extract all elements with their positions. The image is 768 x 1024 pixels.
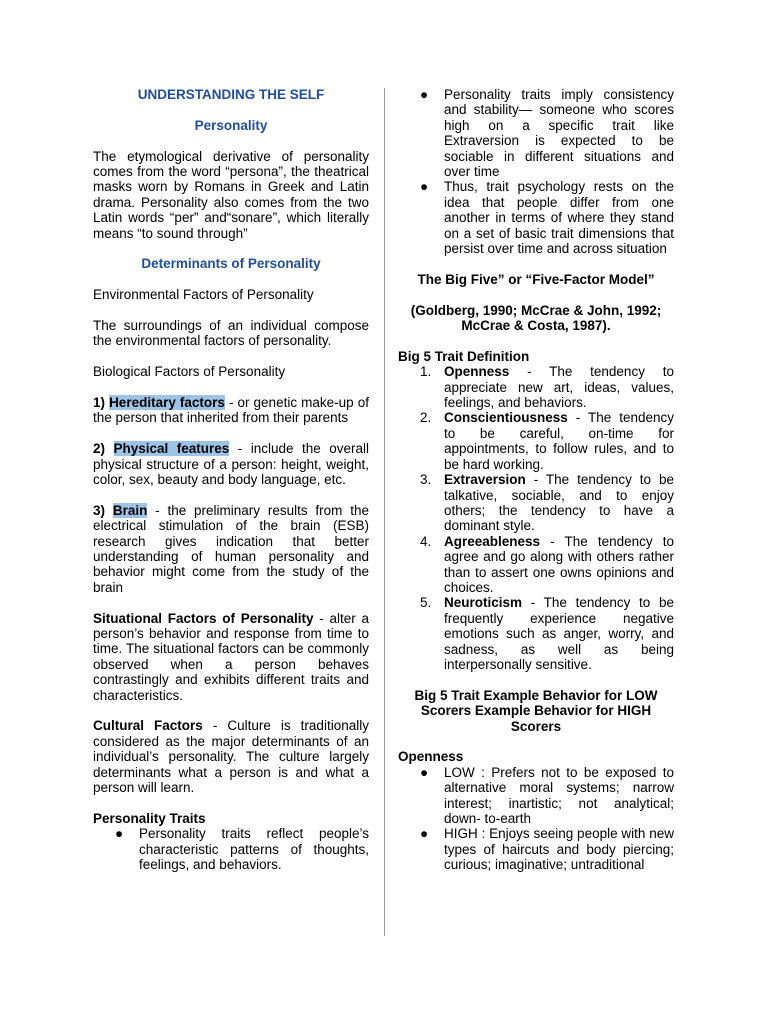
section-title-determinants: Determinants of Personality (141, 256, 321, 272)
openness-heading: Openness (398, 749, 464, 765)
trait-bullets-list (398, 87, 674, 256)
env-factors-heading: Environmental Factors of Personality (93, 287, 314, 303)
openness-examples-list (398, 765, 674, 873)
big-five-citation: (Goldberg, 1990; McCrae & John, 1992; McCrae & Costa, 1987). (410, 302, 662, 334)
trait-definition-list (398, 364, 674, 672)
trait-text: - The tendency to agree and go along with others rather than to assert one owns opinions and choices. (444, 533, 674, 595)
list-item (398, 410, 674, 472)
situational-text: - alter a person’s behavior and response from time to time. The situational factors can be commonly observed when a person behaves contrastingly and exhibits different traits and characteristics. (93, 610, 369, 703)
example-behavior-title: Big 5 Trait Example Behavior for LOW Scorers Example Behavior for HIGH Scorers (414, 687, 658, 734)
situational-term: Situational Factors of Personality (93, 610, 314, 626)
list-item (398, 472, 674, 534)
list-item-text: Personality traits imply consistency and stability— someone who scores high on a specific trait like Extraversion is expected to be sociable in different situations and over time (444, 87, 674, 180)
trait-text: - The tendency to be frequently experience negative emotions such as anger, worry, and sadness, as well as being interpersonally sensitive. (444, 595, 674, 672)
list-item-number: 3. (420, 472, 432, 488)
list-item (398, 179, 674, 256)
bio-factor-number: 2) (93, 441, 106, 457)
trait-definition-heading: Big 5 Trait Definition (398, 348, 530, 364)
bio-factor-number: 1) (93, 395, 106, 411)
left-column (93, 87, 369, 873)
trait-term: Agreeableness (444, 533, 541, 549)
trait-text: - The tendency to be talkative, sociable, and to enjoy others; the tendency to have a dominant style. (444, 472, 674, 534)
bio-factor-text: - the preliminary results from the electrical stimulation of the brain (ESB) research gives indication that better understanding of human personality and behavior might come from the study of the brain (93, 502, 369, 595)
trait-term: Extraversion (444, 472, 526, 488)
personality-traits-heading: Personality Traits (93, 810, 206, 826)
bullet-icon: ● (115, 826, 124, 842)
bullet-icon: ● (420, 764, 429, 780)
trait-term: Conscientiousness (444, 410, 568, 426)
list-item (398, 765, 674, 827)
list-item (398, 364, 674, 410)
list-item (398, 826, 674, 872)
highlighted-term: Brain (112, 502, 148, 518)
trait-text: - The tendency to be careful, on-time for appointments, to follow rules, and to be hard working. (444, 410, 674, 472)
cultural-factors-paragraph (93, 718, 369, 795)
section-title-personality: Personality (194, 117, 268, 133)
trait-term: Openness (444, 364, 510, 380)
bio-factor-text: - or genetic make-up of the person that inherited from their parents (93, 395, 369, 426)
document-title: UNDERSTANDING THE SELF (137, 87, 325, 102)
list-item (93, 826, 369, 872)
etymology-paragraph: The etymological derivative of personality comes from the word “persona”, the theatrical masks worn by Romans in Greek and Latin drama. Personality also comes from the two Latin words “per” and“sonare”, which literally means “to sound through” (93, 148, 369, 241)
cultural-text: - Culture is traditionally considered as the major determinants of an individual’s personality. The culture largely determinants what a person is and what a person will learn. (93, 718, 369, 796)
bullet-icon: ● (420, 179, 429, 195)
list-item-number: 1. (420, 364, 432, 380)
bio-factor-physical (93, 441, 369, 487)
bio-factor-brain (93, 503, 369, 595)
list-item-number: 2. (420, 410, 432, 426)
list-item-text: Personality traits reflect people’s characteristic patterns of thoughts, feelings, and behaviors. (139, 826, 369, 873)
cultural-term: Cultural Factors (93, 718, 203, 734)
list-item-text: LOW : Prefers not to be exposed to alternative moral systems; narrow interest; inartistic; not analytical; down- to-earth (444, 764, 674, 827)
trait-text: - The tendency to appreciate new art, ideas, values, feelings, and behaviors. (444, 364, 674, 411)
personality-traits-list (93, 826, 369, 872)
list-item-number: 4. (420, 533, 432, 549)
highlighted-term: Physical features (113, 441, 230, 457)
bullet-icon: ● (420, 87, 429, 102)
list-item-text: Thus, trait psychology rests on the idea that people differ from one another in terms of where they stand on a set of basic trait dimensions that persist over time and across situation (444, 179, 674, 257)
column-divider (384, 88, 385, 936)
bio-factor-number: 3) (93, 502, 106, 518)
bullet-icon: ● (420, 826, 429, 842)
list-item (398, 595, 674, 672)
bio-factor-hereditary (93, 395, 369, 426)
bio-factor-text: - include the overall physical structure of a person: height, weight, color, sex, beauty and body language, etc. (93, 441, 369, 488)
list-item (398, 87, 674, 179)
env-factors-paragraph: The surroundings of an individual compose the environmental factors of personality. (93, 318, 369, 349)
situational-factors-paragraph (93, 611, 369, 703)
bio-factors-heading: Biological Factors of Personality (93, 364, 286, 380)
highlighted-term: Hereditary factors (109, 395, 225, 411)
list-item-number: 5. (420, 595, 432, 611)
big-five-title: The Big Five” or “Five-Factor Model” (417, 271, 655, 287)
right-column (398, 87, 674, 873)
trait-term: Neuroticism (444, 595, 523, 611)
list-item-text: HIGH : Enjoys seeing people with new types of haircuts and body piercing; curious; imaginative; untraditional (444, 826, 674, 873)
list-item (398, 534, 674, 596)
